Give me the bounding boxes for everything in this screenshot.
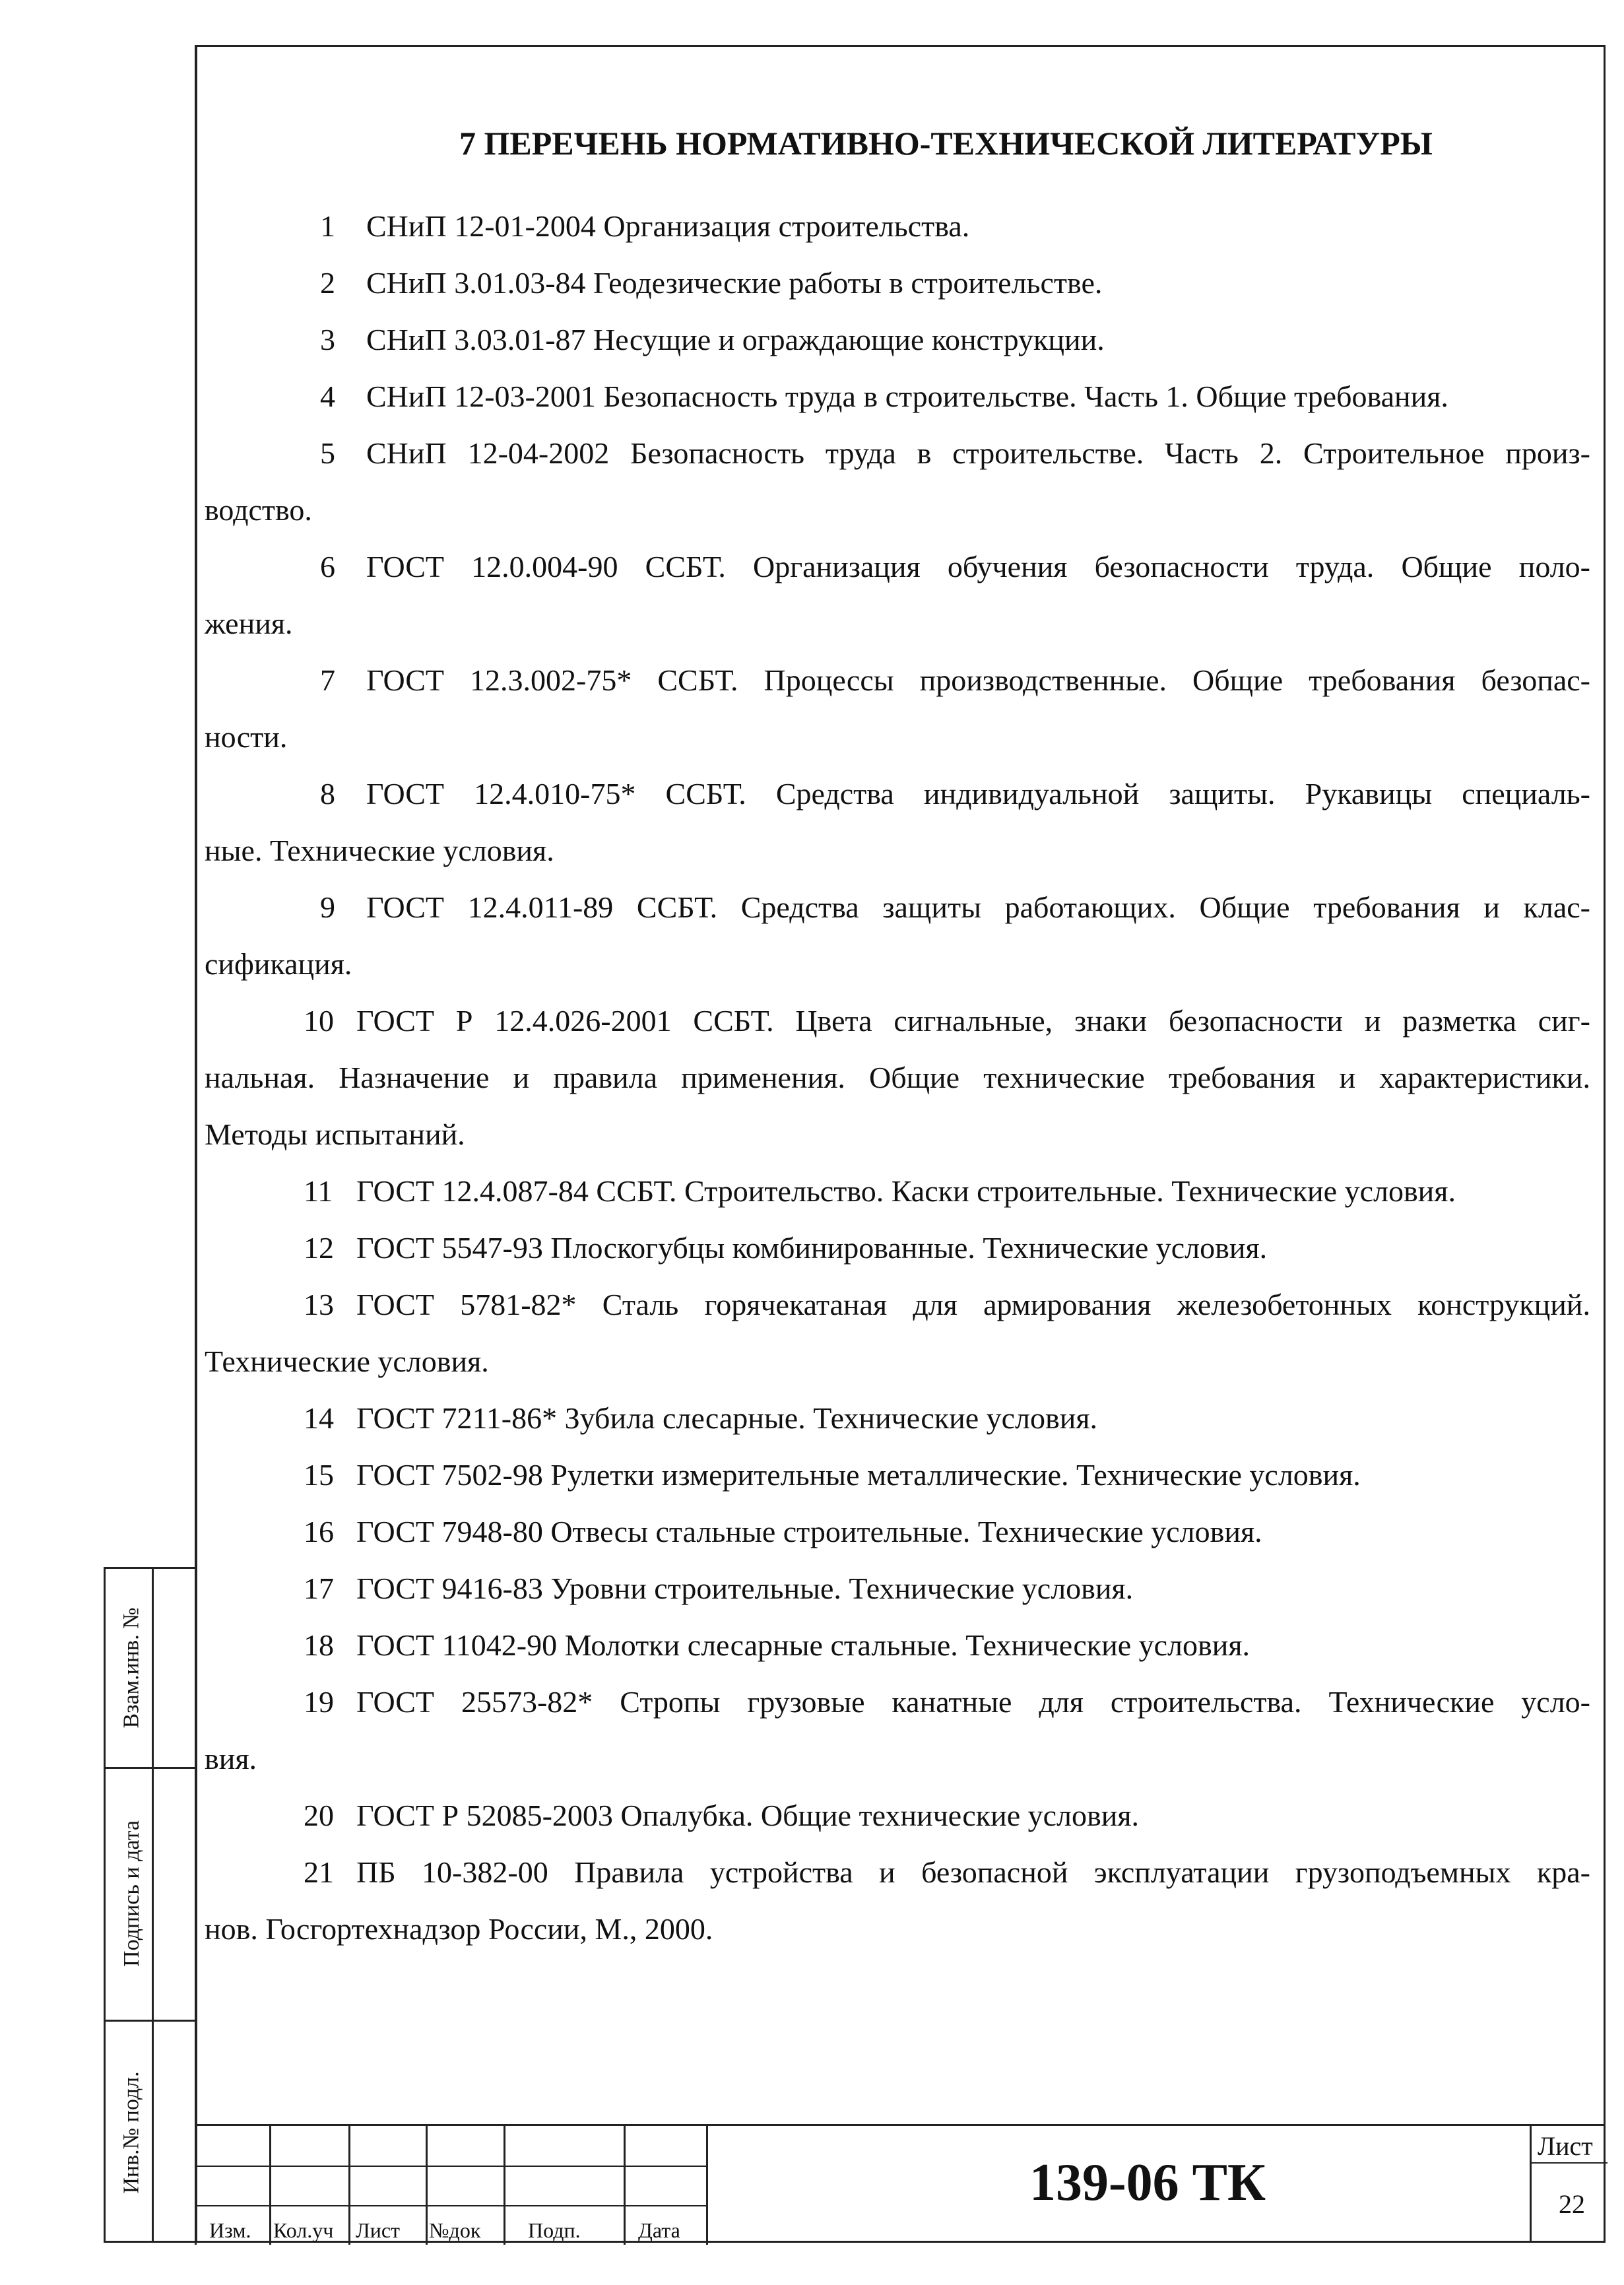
reference-text: СНиП 12-04-2002 Безопасность труда в строительстве. Часть 2. Строительное произ- bbox=[366, 436, 1590, 470]
reference-number: 5 bbox=[320, 436, 335, 470]
reference-number: 6 bbox=[320, 550, 335, 583]
tb-col-data: Дата bbox=[638, 2218, 680, 2242]
reference-text: ГОСТ 12.4.010-75* ССБТ. Средства индивидуальной защиты. Рукавицы специаль- bbox=[366, 777, 1590, 811]
reference-text: ГОСТ 7211-86* Зубила слесарные. Технические условия. bbox=[356, 1401, 1097, 1435]
reference-text-continued: водство. bbox=[205, 493, 312, 527]
reference-text: ГОСТ 12.4.087-84 ССБТ. Строительство. Каски строительные. Технические условия. bbox=[356, 1174, 1456, 1208]
reference-text: ПБ 10-382-00 Правила устройства и безопасной эксплуатации грузоподъемных кра- bbox=[356, 1855, 1590, 1889]
tb-col-izm: Изм. bbox=[209, 2218, 251, 2242]
reference-number: 1 bbox=[320, 209, 335, 243]
tb-col-podp: Подп. bbox=[528, 2218, 581, 2242]
reference-number: 19 bbox=[304, 1685, 334, 1719]
stamp-label-original-inv: Инв.№ подл. bbox=[119, 2070, 145, 2194]
reference-text-continued: ности. bbox=[205, 720, 288, 754]
reference-number: 13 bbox=[304, 1288, 334, 1321]
reference-text: ГОСТ 5547-93 Плоскогубцы комбинированные. Технические условия. bbox=[356, 1231, 1268, 1265]
reference-text: ГОСТ 7502-98 Рулетки измерительные металлические. Технические условия. bbox=[356, 1458, 1361, 1492]
reference-number: 4 bbox=[320, 380, 335, 413]
sheet-number: 22 bbox=[1559, 2189, 1585, 2219]
reference-text: ГОСТ Р 52085-2003 Опалубка. Общие технические условия. bbox=[356, 1799, 1139, 1832]
reference-number: 16 bbox=[304, 1515, 334, 1548]
tb-col-kol-uch: Кол.уч bbox=[273, 2218, 334, 2242]
sheet-label: Лист bbox=[1538, 2131, 1593, 2161]
reference-number: 3 bbox=[320, 323, 335, 356]
reference-text: ГОСТ 5781-82* Сталь горячекатаная для армирования железобетонных конструкций. bbox=[356, 1288, 1590, 1321]
reference-number: 18 bbox=[304, 1628, 334, 1662]
document-code: 139-06 ТК bbox=[1029, 2154, 1266, 2212]
reference-text: ГОСТ 12.3.002-75* ССБТ. Процессы производственные. Общие требования безопас- bbox=[366, 663, 1590, 697]
reference-text-continued: сификация. bbox=[205, 947, 352, 981]
reference-number: 17 bbox=[304, 1572, 334, 1605]
title-block bbox=[195, 2124, 1606, 2245]
reference-text: ГОСТ 9416-83 Уровни строительные. Технические условия. bbox=[356, 1572, 1134, 1605]
reference-text-continued: нов. Госгортехнадзор России, М., 2000. bbox=[205, 1912, 713, 1946]
reference-text: ГОСТ 7948-80 Отвесы стальные строительные. Технические условия. bbox=[356, 1515, 1262, 1548]
reference-number: 2 bbox=[320, 266, 335, 300]
reference-text: СНиП 12-03-2001 Безопасность труда в строительстве. Часть 1. Общие требования. bbox=[366, 380, 1448, 413]
reference-text: ГОСТ Р 12.4.026-2001 ССБТ. Цвета сигнальные, знаки безопасности и разметка сиг- bbox=[356, 1004, 1590, 1038]
section-title: 7 ПЕРЕЧЕНЬ НОРМАТИВНО-ТЕХНИЧЕСКОЙ ЛИТЕРАТУРЫ bbox=[459, 125, 1433, 162]
side-stamp-strip bbox=[104, 1567, 195, 2243]
stamp-label-replaced-inv: Взам.инв. № bbox=[119, 1607, 145, 1729]
reference-text: ГОСТ 25573-82* Стропы грузовые канатные для строительства. Технические усло- bbox=[356, 1685, 1590, 1719]
reference-text-continued: вия. bbox=[205, 1742, 257, 1775]
reference-number: 21 bbox=[304, 1855, 334, 1889]
reference-text-continued: Технические условия. bbox=[205, 1344, 489, 1378]
tb-col-ndok: №док bbox=[429, 2218, 481, 2242]
reference-number: 11 bbox=[304, 1174, 333, 1208]
reference-text-continued: Методы испытаний. bbox=[205, 1117, 465, 1151]
reference-number: 9 bbox=[320, 890, 335, 924]
reference-number: 7 bbox=[320, 663, 335, 697]
reference-number: 12 bbox=[304, 1231, 334, 1265]
reference-number: 10 bbox=[304, 1004, 334, 1038]
reference-number: 15 bbox=[304, 1458, 334, 1492]
stamp-label-signature-date: Подпись и дата bbox=[119, 1820, 144, 1967]
reference-text: ГОСТ 12.0.004-90 ССБТ. Организация обучения безопасности труда. Общие поло- bbox=[366, 550, 1590, 583]
reference-number: 14 bbox=[304, 1401, 334, 1435]
reference-text-continued: жения. bbox=[205, 607, 293, 640]
reference-text-continued: ные. Технические условия. bbox=[205, 834, 554, 867]
reference-text: СНиП 12-01-2004 Организация строительства. bbox=[366, 209, 970, 243]
reference-text: СНиП 3.01.03-84 Геодезические работы в строительстве. bbox=[366, 266, 1103, 300]
reference-text: ГОСТ 11042-90 Молотки слесарные стальные. Технические условия. bbox=[356, 1628, 1250, 1662]
reference-number: 8 bbox=[320, 777, 335, 811]
reference-text-continued: нальная. Назначение и правила применения. Общие технические требования и характеристики. bbox=[205, 1061, 1590, 1094]
reference-number: 20 bbox=[304, 1799, 334, 1832]
tb-col-list: Лист bbox=[356, 2218, 401, 2242]
reference-text: ГОСТ 12.4.011-89 ССБТ. Средства защиты работающих. Общие требования и клас- bbox=[366, 890, 1590, 924]
reference-text: СНиП 3.03.01-87 Несущие и ограждающие конструкции. bbox=[366, 323, 1105, 356]
